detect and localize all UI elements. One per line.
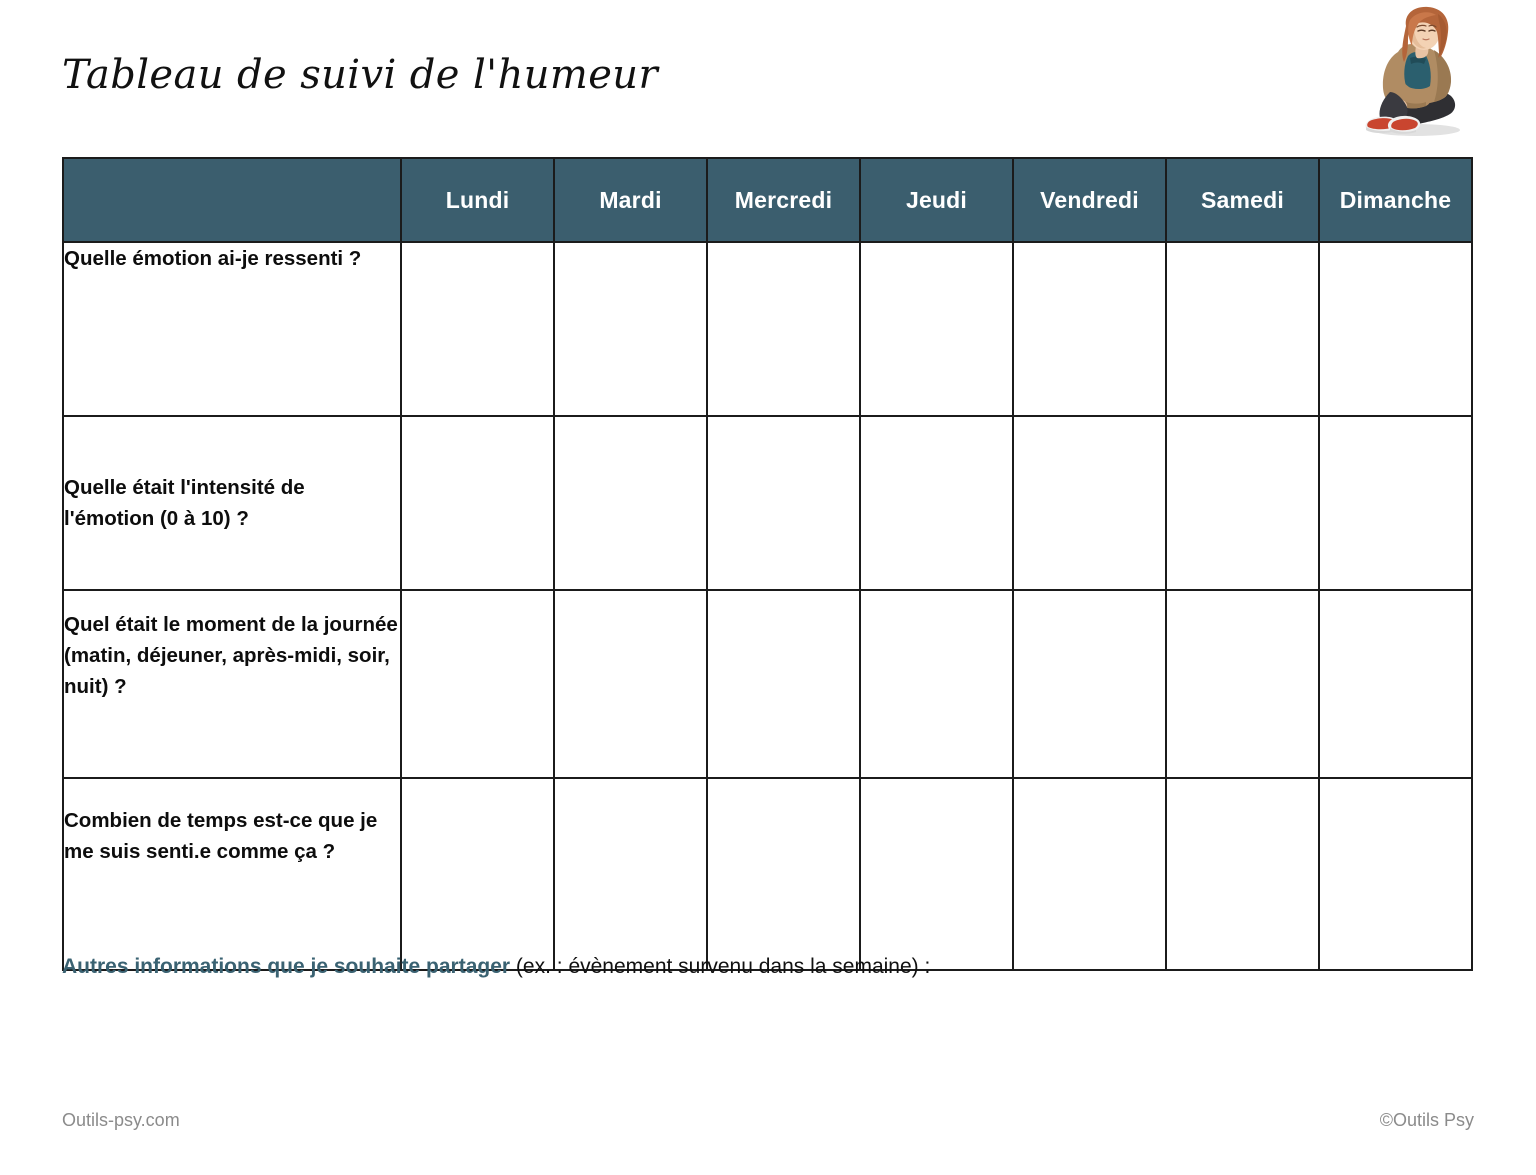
answer-cell-moment-mercredi[interactable]: [707, 590, 860, 778]
sitting-pensive-girl-illustration: [1338, 6, 1478, 142]
table-row-duration: [63, 778, 1472, 970]
day-header-dimanche: Dimanche: [1319, 158, 1472, 242]
day-header-lundi: Lundi: [401, 158, 554, 242]
answer-cell-duration-mardi[interactable]: [554, 778, 707, 970]
answer-cell-moment-dimanche[interactable]: [1319, 590, 1472, 778]
answer-cell-duration-lundi[interactable]: [401, 778, 554, 970]
footer-site-name: Outils-psy.com: [62, 1110, 180, 1130]
answer-cell-emotion-mercredi[interactable]: [707, 242, 860, 416]
table-row-intensity: [63, 416, 1472, 590]
answer-cell-moment-lundi[interactable]: [401, 590, 554, 778]
answer-cell-duration-vendredi[interactable]: [1013, 778, 1166, 970]
answer-cell-duration-dimanche[interactable]: [1319, 778, 1472, 970]
answer-cell-moment-mardi[interactable]: [554, 590, 707, 778]
day-header-vendredi: Vendredi: [1013, 158, 1166, 242]
answer-cell-intensity-mardi[interactable]: [554, 416, 707, 590]
table-header-row: [63, 158, 1472, 242]
answer-cell-duration-jeudi[interactable]: [860, 778, 1013, 970]
prompt-column-header: [63, 158, 401, 242]
row-prompt-moment: Quel était le moment de la journée (matin, déjeuner, après-midi, soir, nuit) ?: [63, 590, 401, 778]
answer-cell-moment-samedi[interactable]: [1166, 590, 1319, 778]
answer-cell-intensity-samedi[interactable]: [1166, 416, 1319, 590]
table-row-emotion: [63, 242, 1472, 416]
footer-copyright: ©Outils Psy: [1379, 1110, 1474, 1130]
answer-cell-duration-mercredi[interactable]: [707, 778, 860, 970]
answer-cell-intensity-lundi[interactable]: [401, 416, 554, 590]
page-header: [0, 0, 1536, 150]
answer-cell-moment-jeudi[interactable]: [860, 590, 1013, 778]
additional-info-label: Autres informations que je souhaite partager: [62, 955, 511, 978]
additional-info-note: [62, 955, 930, 979]
mood-tracker-table: [62, 157, 1473, 971]
answer-cell-emotion-vendredi[interactable]: [1013, 242, 1166, 416]
answer-cell-duration-samedi[interactable]: [1166, 778, 1319, 970]
answer-cell-emotion-jeudi[interactable]: [860, 242, 1013, 416]
answer-cell-emotion-dimanche[interactable]: [1319, 242, 1472, 416]
answer-cell-moment-vendredi[interactable]: [1013, 590, 1166, 778]
additional-info-writing-area[interactable]: [62, 995, 1473, 1085]
answer-cell-intensity-jeudi[interactable]: [860, 416, 1013, 590]
answer-cell-emotion-lundi[interactable]: [401, 242, 554, 416]
row-prompt-intensity: Quelle était l'intensité de l'émotion (0 à 10) ?: [63, 416, 401, 590]
row-prompt-duration: Combien de temps est-ce que je me suis senti.e comme ça ?: [63, 778, 401, 970]
table-row-moment: [63, 590, 1472, 778]
answer-cell-intensity-vendredi[interactable]: [1013, 416, 1166, 590]
day-header-mercredi: Mercredi: [707, 158, 860, 242]
additional-info-hint: (ex. : évènement survenu dans la semaine) :: [510, 955, 931, 978]
row-prompt-emotion: Quelle émotion ai-je ressenti ?: [63, 242, 401, 416]
answer-cell-intensity-mercredi[interactable]: [707, 416, 860, 590]
answer-cell-intensity-dimanche[interactable]: [1319, 416, 1472, 590]
day-header-mardi: Mardi: [554, 158, 707, 242]
day-header-jeudi: Jeudi: [860, 158, 1013, 242]
answer-cell-emotion-mardi[interactable]: [554, 242, 707, 416]
day-header-samedi: Samedi: [1166, 158, 1319, 242]
page-title: Tableau de suivi de l'humeur: [62, 52, 658, 98]
answer-cell-emotion-samedi[interactable]: [1166, 242, 1319, 416]
